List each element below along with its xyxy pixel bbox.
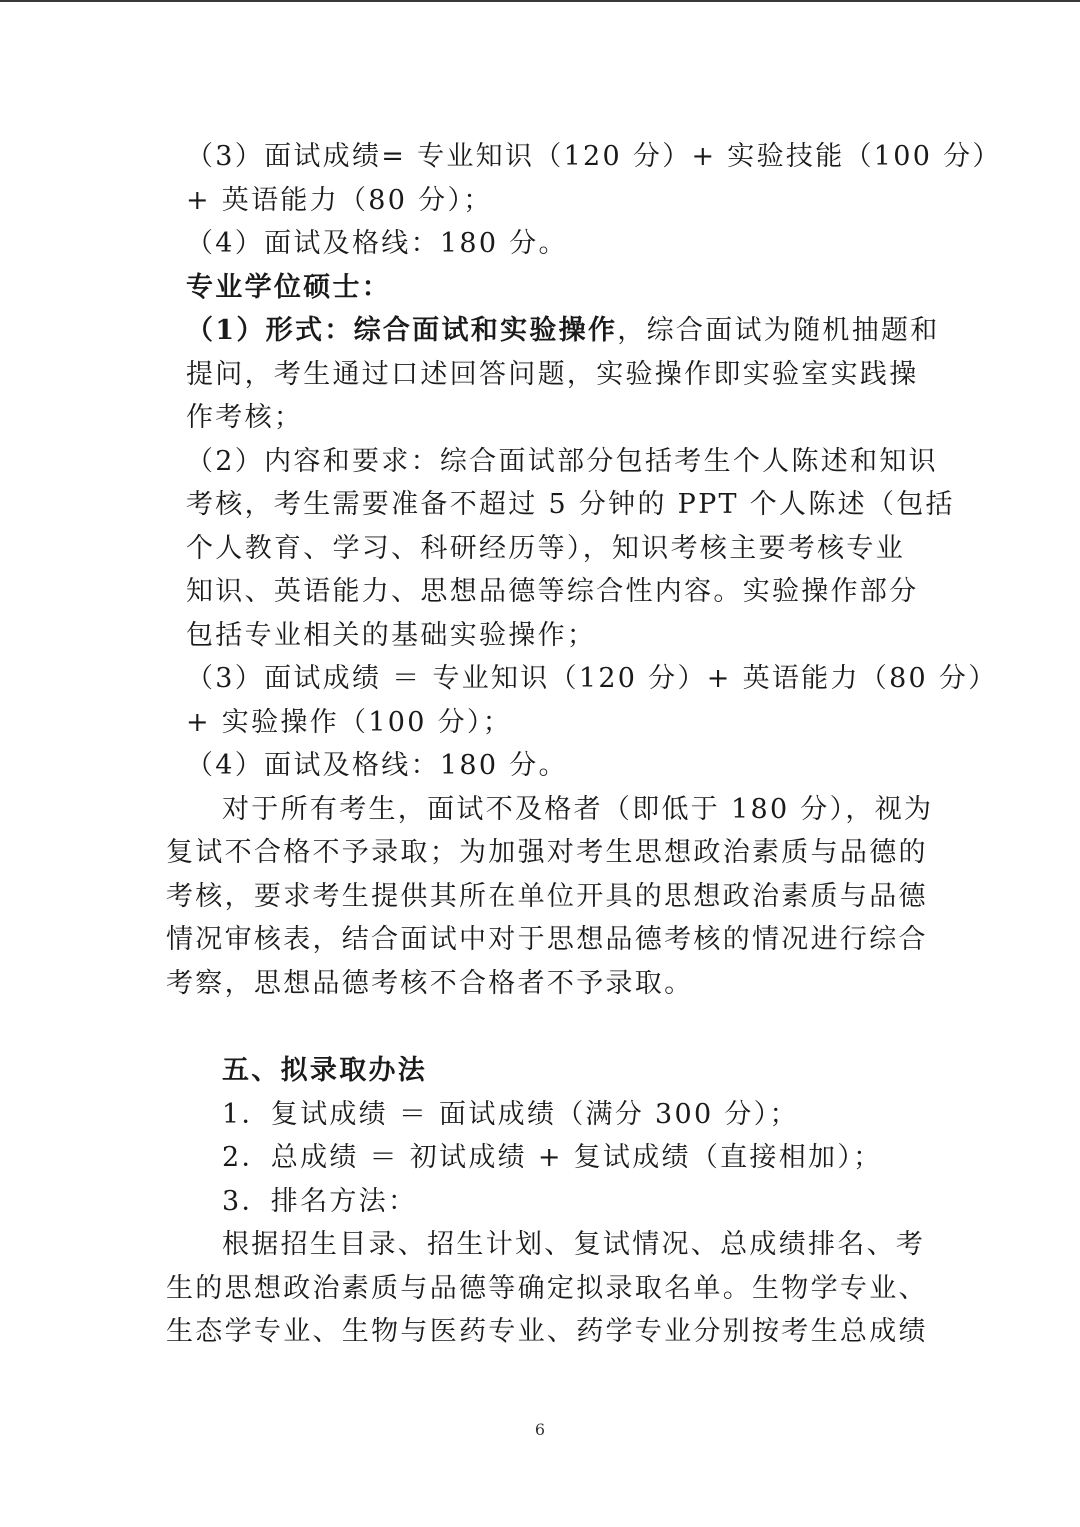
ranking-line-2: 生的思想政治素质与品德等确定拟录取名单。生物学专业、 <box>166 1272 928 1304</box>
professional-form-line <box>166 309 940 353</box>
professional-score-line-2: + 实验操作（100 分）； <box>186 706 513 738</box>
professional-degree-heading: 专业学位硕士： <box>186 271 392 303</box>
top-border-line <box>0 0 1080 2</box>
academic-score-line-2: + 英语能力（80 分）； <box>186 184 493 216</box>
general-line-4: 情况审核表，结合面试中对于思想品德考核的情况进行综合 <box>166 924 928 955</box>
general-line-3: 考核，要求考生提供其所在单位开具的思想政治素质与品德 <box>166 880 928 912</box>
professional-content-line-2: 考核，考生需要准备不超过 5 分钟的 PPT 个人陈述（包括 <box>186 489 955 520</box>
page-number: 6 <box>534 1420 546 1439</box>
general-line-1: 对于所有考生，面试不及格者（即低于 180 分），视为 <box>222 793 934 825</box>
professional-form-label: （1）形式：综合面试和实验操作 <box>186 315 618 346</box>
professional-form-line-3: 作考核； <box>186 402 304 433</box>
professional-content-line-4: 知识、英语能力、思想品德等综合性内容。实验操作部分 <box>186 576 919 607</box>
professional-score-line-1: （3）面试成绩 ＝ 专业知识（120 分）+ 英语能力（80 分） <box>186 663 998 694</box>
general-line-5: 考察，思想品德考核不合格者不予录取。 <box>166 967 694 999</box>
admission-heading: 五、拟录取办法 <box>222 1055 428 1086</box>
academic-score-line-1: （3）面试成绩= 专业知识（120 分）+ 实验技能（100 分） <box>186 141 1002 172</box>
academic-pass-line: （4）面试及格线：180 分。 <box>186 228 568 259</box>
admission-item-1: 1．复试成绩 ＝ 面试成绩（满分 300 分）； <box>222 1098 799 1130</box>
admission-item-2: 2．总成绩 ＝ 初试成绩 + 复试成绩（直接相加）； <box>222 1142 883 1173</box>
professional-form-line-2: 提问，考生通过口述回答问题，实验操作即实验室实践操 <box>186 358 919 390</box>
ranking-line-3: 生态学专业、生物与医药专业、药学专业分别按考生总成绩 <box>166 1316 928 1347</box>
professional-content-line-5: 包括专业相关的基础实验操作； <box>186 619 597 651</box>
ranking-line-1: 根据招生目录、招生计划、复试情况、总成绩排名、考 <box>222 1229 926 1260</box>
document-page <box>166 135 1002 1354</box>
professional-form-rest: ，综合面试为随机抽题和 <box>617 315 940 346</box>
general-line-2: 复试不合格不予录取；为加强对考生思想政治素质与品德的 <box>166 837 928 868</box>
professional-pass-line: （4）面试及格线：180 分。 <box>186 750 568 781</box>
professional-content-line-3: 个人教育、学习、科研经历等），知识考核主要考核专业 <box>186 532 905 564</box>
section-gap <box>166 1005 926 1049</box>
professional-content-line-1: （2）内容和要求：综合面试部分包括考生个人陈述和知识 <box>186 445 938 477</box>
admission-item-3: 3．排名方法： <box>222 1185 418 1217</box>
